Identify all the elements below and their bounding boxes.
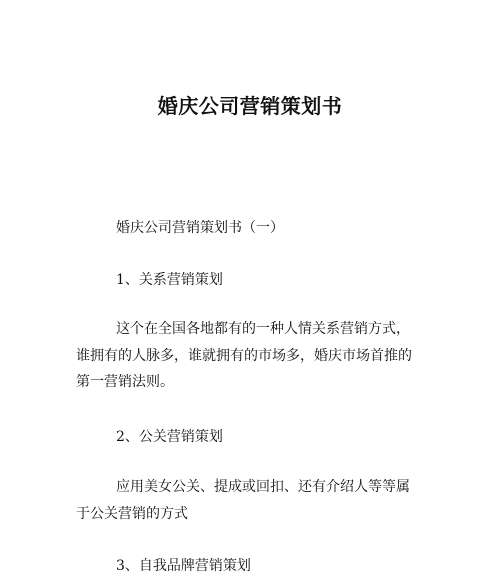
section-heading-3: 3、自我品牌营销策划	[116, 558, 251, 574]
document-title: 婚庆公司营销策划书	[157, 94, 343, 118]
section-heading-2: 2、公关营销策划	[116, 429, 223, 445]
section-paragraph-2: 应用美女公关、提成或回扣、还有介绍人等等属于公关营销的方式	[76, 479, 410, 522]
document-subtitle: 婚庆公司营销策划书（一）	[116, 220, 284, 236]
section-heading-1: 1、关系营销策划	[116, 272, 223, 288]
section-paragraph-1: 这个在全国各地都有的一种人情关系营销方式，谁拥有的人脉多，谁就拥有的市场多，婚庆市场首推的第一营销法则。	[76, 321, 412, 390]
